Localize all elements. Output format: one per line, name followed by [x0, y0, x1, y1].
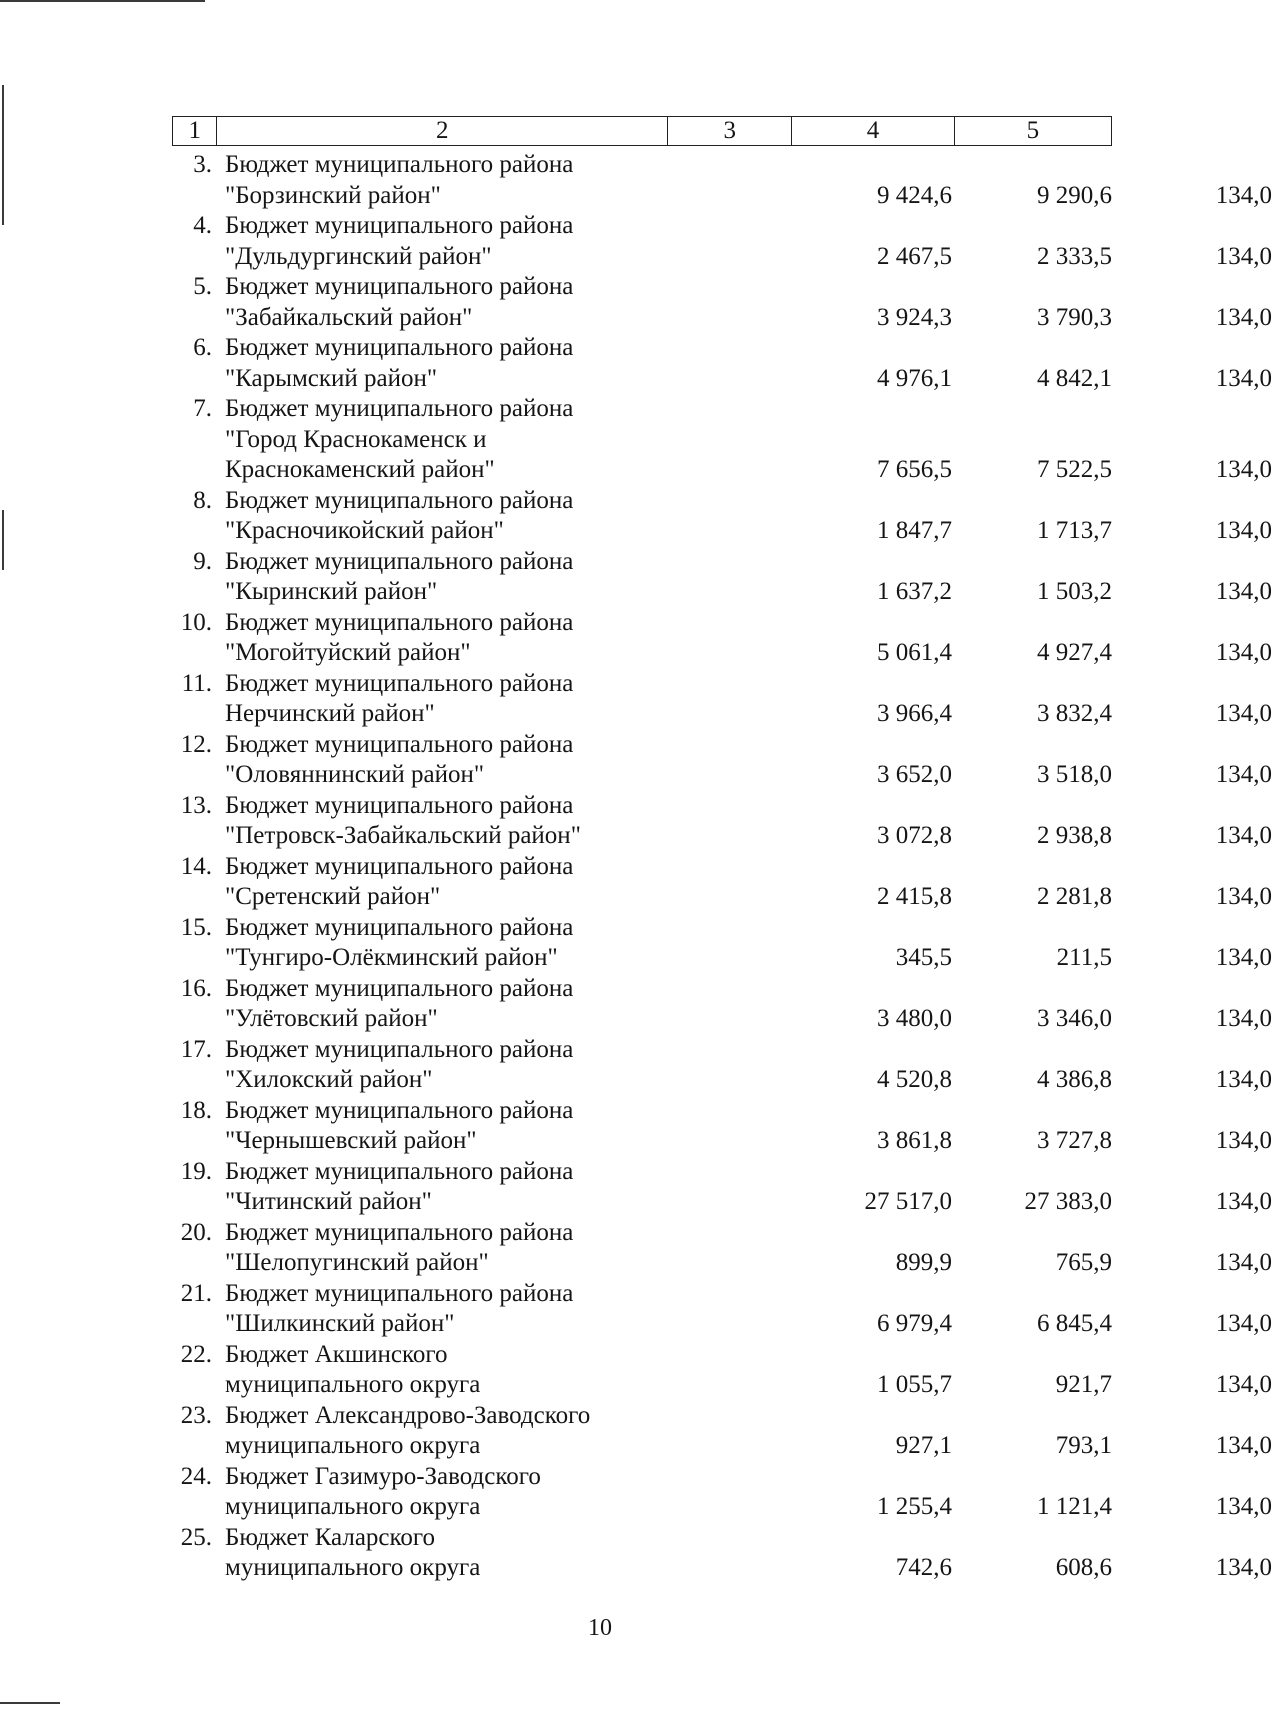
table-row — [160, 150, 1272, 211]
value-col-3: 4 976,1 — [877, 364, 952, 392]
budget-name — [225, 669, 645, 730]
row-number: 18. — [180, 1096, 212, 1124]
budget-name-line: муниципального округа — [225, 1493, 481, 1520]
budget-name-line: Бюджет муниципального района — [225, 1279, 574, 1307]
budget-name — [225, 730, 645, 791]
row-number: 13. — [180, 791, 212, 819]
budget-name-line: Бюджет муниципального района — [225, 273, 574, 300]
value-col-5: 134,0 — [1215, 761, 1272, 788]
budget-name-line: Бюджет муниципального района — [225, 1096, 574, 1124]
value-col-5: 134,0 — [1215, 639, 1272, 666]
value-col-5: 134,0 — [1215, 1005, 1272, 1032]
row-number: 23. — [180, 1401, 212, 1429]
value-col-3: 7 656,5 — [877, 456, 952, 483]
budget-name-line: "Город Краснокаменск и — [225, 425, 487, 453]
budget-name-line: "Петровск-Забайкальский район" — [225, 822, 581, 849]
table-row — [160, 272, 1272, 333]
budget-name — [225, 1523, 645, 1584]
scan-edge-line — [2, 510, 4, 570]
value-col-4: 6 845,4 — [1037, 1310, 1112, 1337]
value-col-4: 3 518,0 — [1037, 761, 1112, 788]
table-row — [160, 913, 1272, 974]
row-number: 10. — [180, 608, 212, 636]
budget-name-line: Бюджет Газимуро-Заводского — [225, 1462, 541, 1490]
budget-name — [225, 1218, 645, 1279]
value-col-3: 1 847,7 — [877, 517, 952, 544]
value-col-5: 134,0 — [1215, 1493, 1272, 1520]
value-col-3: 1 055,7 — [877, 1371, 952, 1398]
table-row — [160, 1401, 1272, 1462]
value-col-3: 5 061,4 — [877, 639, 952, 666]
scan-edge-line — [2, 85, 4, 225]
value-col-4: 27 383,0 — [1024, 1188, 1112, 1215]
value-col-5: 134,0 — [1215, 822, 1272, 849]
header-col-5: 5 — [954, 117, 1111, 146]
value-col-3: 3 652,0 — [877, 761, 952, 788]
budget-name-line: Бюджет муниципального района — [225, 913, 574, 941]
table-row — [160, 1035, 1272, 1096]
value-col-3: 9 424,6 — [877, 181, 952, 209]
column-header-table — [172, 116, 1112, 146]
budget-name — [225, 1401, 645, 1462]
table-row — [160, 333, 1272, 394]
budget-name — [225, 608, 645, 669]
value-col-5: 134,0 — [1215, 517, 1272, 544]
table-row — [160, 730, 1272, 791]
budget-name — [225, 486, 645, 547]
budget-name-line: Бюджет муниципального района — [225, 608, 574, 636]
value-col-3: 2 467,5 — [877, 242, 952, 270]
budget-name-line: Бюджет муниципального района — [225, 212, 574, 239]
table-row — [160, 1279, 1272, 1340]
page-number: 10 — [588, 1615, 612, 1641]
value-col-4: 1 713,7 — [1037, 517, 1112, 544]
value-col-4: 2 281,8 — [1037, 883, 1112, 910]
budget-name — [225, 211, 645, 272]
budget-name-line: "Сретенский район" — [225, 883, 441, 910]
table-row — [160, 1523, 1272, 1584]
budget-name-line: "Красночикойский район" — [225, 517, 504, 544]
budget-name-line: муниципального округа — [225, 1371, 481, 1398]
budget-name-line: "Забайкальский район" — [225, 303, 473, 331]
value-col-5: 134,0 — [1215, 303, 1272, 331]
budget-name-line: муниципального округа — [225, 1554, 481, 1581]
row-number: 24. — [180, 1462, 212, 1490]
row-number: 25. — [180, 1523, 212, 1551]
budget-name — [225, 1279, 645, 1340]
value-col-3: 3 861,8 — [877, 1127, 952, 1154]
budget-name-line: "Кыринский район" — [225, 578, 438, 605]
row-number: 15. — [180, 913, 212, 941]
budget-name — [225, 394, 645, 486]
table-row — [160, 211, 1272, 272]
budget-name-line: Бюджет муниципального района — [225, 395, 574, 422]
value-col-3: 6 979,4 — [877, 1310, 952, 1337]
budget-name — [225, 1462, 645, 1523]
value-col-4: 793,1 — [1055, 1432, 1112, 1459]
budget-name — [225, 791, 645, 852]
value-col-4: 9 290,6 — [1037, 181, 1112, 209]
value-col-5: 134,0 — [1215, 883, 1272, 910]
row-number: 11. — [181, 669, 212, 697]
budget-name-line: Бюджет Каларского — [225, 1523, 436, 1551]
budget-name — [225, 974, 645, 1035]
value-col-4: 4 927,4 — [1037, 639, 1112, 666]
budget-name — [225, 1096, 645, 1157]
table-row — [160, 547, 1272, 608]
value-col-3: 27 517,0 — [864, 1188, 952, 1215]
budget-name-line: "Тунгиро-Олёкминский район" — [225, 944, 558, 971]
value-col-3: 3 966,4 — [877, 700, 952, 727]
table-row — [160, 1462, 1272, 1523]
value-col-4: 921,7 — [1055, 1371, 1112, 1398]
table-row — [160, 486, 1272, 547]
budget-name-line: "Дульдургинский район" — [225, 242, 492, 270]
value-col-5: 134,0 — [1215, 456, 1272, 483]
value-col-5: 134,0 — [1215, 944, 1272, 971]
value-col-4: 4 842,1 — [1037, 364, 1112, 392]
table-row — [160, 974, 1272, 1035]
budget-name-line: Краснокаменский район" — [225, 456, 495, 483]
budget-name-line: муниципального округа — [225, 1432, 481, 1459]
row-number: 16. — [180, 974, 212, 1002]
value-col-4: 3 346,0 — [1037, 1005, 1112, 1032]
budget-name-line: Бюджет муниципального района — [225, 334, 574, 361]
table-row — [160, 608, 1272, 669]
value-col-5: 134,0 — [1215, 700, 1272, 727]
value-col-4: 7 522,5 — [1037, 456, 1112, 483]
budget-name-line: "Хилокский район" — [225, 1066, 433, 1093]
value-col-3: 345,5 — [895, 944, 952, 971]
budget-name — [225, 1035, 645, 1096]
value-col-4: 608,6 — [1055, 1554, 1112, 1581]
row-number: 6. — [193, 334, 212, 361]
table-row — [160, 1096, 1272, 1157]
table-row — [160, 1157, 1272, 1218]
header-col-4: 4 — [792, 117, 954, 146]
scan-edge-line — [0, 1702, 60, 1704]
budget-name — [225, 1340, 645, 1401]
budget-rows — [160, 150, 1272, 1584]
row-number: 22. — [180, 1340, 212, 1368]
budget-name-line: Нерчинский район" — [225, 700, 435, 727]
header-col-3: 3 — [668, 117, 792, 146]
header-col-2: 2 — [217, 117, 668, 146]
budget-name-line: "Карымский район" — [225, 364, 438, 392]
budget-name — [225, 852, 645, 913]
budget-name-line: Бюджет муниципального района — [225, 486, 574, 514]
row-number: 20. — [180, 1218, 212, 1246]
value-col-4: 2 938,8 — [1037, 822, 1112, 849]
value-col-4: 3 727,8 — [1037, 1127, 1112, 1154]
row-number: 8. — [193, 486, 212, 514]
value-col-3: 1 255,4 — [877, 1493, 952, 1520]
budget-name-line: "Улётовский район" — [225, 1005, 438, 1032]
budget-name-line: "Шелопугинский район" — [225, 1249, 489, 1276]
header-col-1: 1 — [173, 117, 217, 146]
budget-name-line: "Могойтуйский район" — [225, 639, 471, 666]
row-number: 7. — [193, 395, 212, 422]
budget-name-line: Бюджет муниципального района — [225, 547, 574, 575]
budget-name-line: "Оловяннинский район" — [225, 761, 485, 788]
budget-name-line: Бюджет муниципального района — [225, 151, 574, 178]
budget-name — [225, 150, 645, 211]
value-col-5: 134,0 — [1215, 1554, 1272, 1581]
budget-name-line: "Шилкинский район" — [225, 1310, 455, 1337]
value-col-3: 899,9 — [895, 1249, 952, 1276]
value-col-4: 211,5 — [1056, 944, 1112, 971]
budget-name-line: "Читинский район" — [225, 1188, 432, 1215]
budget-name — [225, 272, 645, 333]
value-col-3: 1 637,2 — [877, 578, 952, 605]
value-col-3: 3 072,8 — [877, 822, 952, 849]
budget-name-line: "Борзинский район" — [225, 181, 441, 209]
row-number: 17. — [180, 1035, 212, 1063]
value-col-3: 3 924,3 — [877, 303, 952, 331]
row-number: 12. — [180, 730, 212, 758]
budget-name-line: Бюджет муниципального района — [225, 1218, 574, 1246]
value-col-5: 134,0 — [1215, 578, 1272, 605]
budget-name-line: "Чернышевский район" — [225, 1127, 477, 1154]
value-col-4: 2 333,5 — [1037, 242, 1112, 270]
row-number: 14. — [180, 852, 212, 880]
budget-name — [225, 913, 645, 974]
budget-name — [225, 547, 645, 608]
value-col-4: 4 386,8 — [1037, 1066, 1112, 1093]
scan-edge-line — [0, 0, 205, 2]
value-col-3: 742,6 — [895, 1554, 952, 1581]
row-number: 3. — [193, 151, 212, 178]
row-number: 4. — [193, 212, 212, 239]
budget-name-line: Бюджет муниципального района — [225, 1157, 574, 1185]
row-number: 19. — [180, 1157, 212, 1185]
value-col-4: 1 503,2 — [1037, 578, 1112, 605]
budget-name-line: Бюджет муниципального района — [225, 1035, 574, 1063]
budget-name-line: Бюджет муниципального района — [225, 669, 574, 697]
budget-name-line: Бюджет муниципального района — [225, 730, 574, 758]
value-col-3: 4 520,8 — [877, 1066, 952, 1093]
budget-name-line: Бюджет муниципального района — [225, 974, 574, 1002]
table-row — [160, 791, 1272, 852]
budget-name-line: Бюджет муниципального района — [225, 791, 574, 819]
budget-name-line: Бюджет Александрово-Заводского — [225, 1401, 591, 1429]
value-col-4: 1 121,4 — [1037, 1493, 1112, 1520]
value-col-5: 134,0 — [1215, 1371, 1272, 1398]
value-col-5: 134,0 — [1215, 1432, 1272, 1459]
budget-name-line: Бюджет Акшинского — [225, 1340, 448, 1368]
row-number: 21. — [180, 1279, 212, 1307]
table-row — [160, 1340, 1272, 1401]
budget-name-line: Бюджет муниципального района — [225, 852, 574, 880]
value-col-5: 134,0 — [1215, 1188, 1272, 1215]
table-row — [160, 852, 1272, 913]
value-col-3: 927,1 — [895, 1432, 952, 1459]
value-col-5: 134,0 — [1215, 242, 1272, 270]
row-number: 5. — [193, 273, 212, 300]
budget-name — [225, 1157, 645, 1218]
value-col-3: 2 415,8 — [877, 883, 952, 910]
value-col-4: 765,9 — [1055, 1249, 1112, 1276]
value-col-4: 3 832,4 — [1037, 700, 1112, 727]
value-col-3: 3 480,0 — [877, 1005, 952, 1032]
value-col-5: 134,0 — [1215, 1310, 1272, 1337]
table-row — [160, 394, 1272, 486]
value-col-5: 134,0 — [1215, 1249, 1272, 1276]
table-row — [160, 1218, 1272, 1279]
value-col-4: 3 790,3 — [1037, 303, 1112, 331]
value-col-5: 134,0 — [1215, 364, 1272, 392]
value-col-5: 134,0 — [1215, 1127, 1272, 1154]
row-number: 9. — [193, 547, 212, 575]
value-col-5: 134,0 — [1215, 1066, 1272, 1093]
value-col-5: 134,0 — [1215, 181, 1272, 209]
table-row — [160, 669, 1272, 730]
budget-name — [225, 333, 645, 394]
